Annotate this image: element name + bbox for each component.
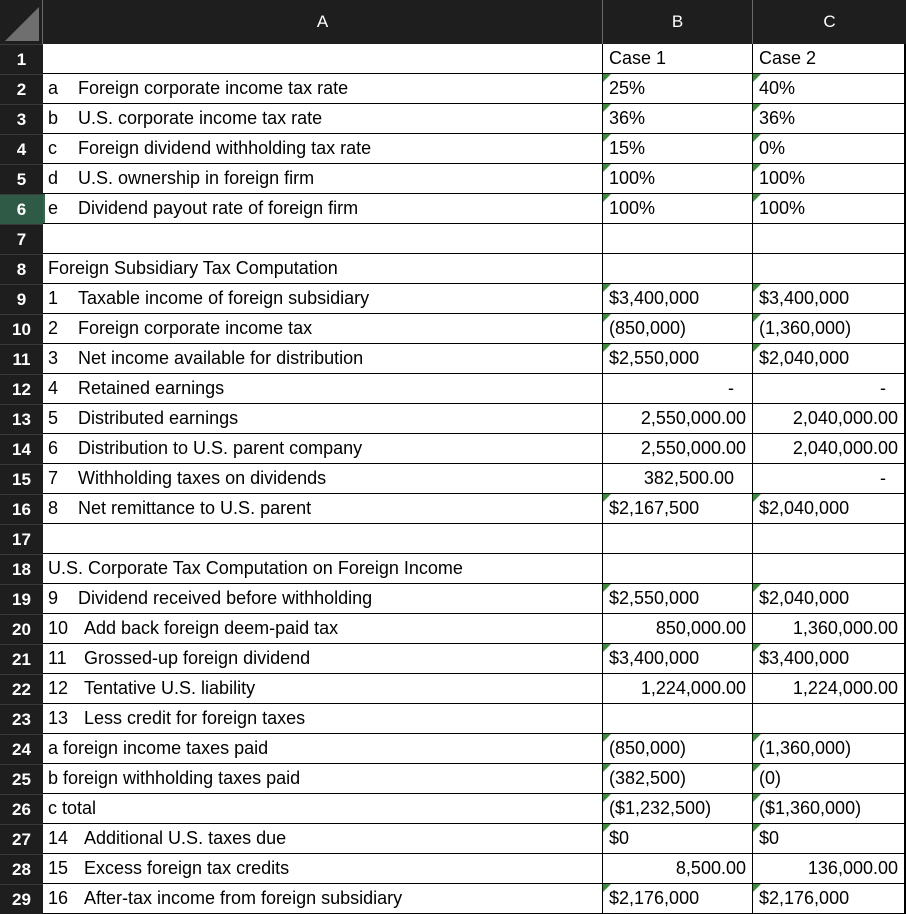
cell-c[interactable] <box>753 464 906 494</box>
note-indicator-icon <box>603 164 611 172</box>
cell-value: (1,360,000) <box>759 738 852 758</box>
cell-c[interactable] <box>753 794 906 824</box>
cell-c[interactable] <box>753 674 906 704</box>
item-key: 16 <box>48 888 69 908</box>
item-key: 5 <box>48 408 59 428</box>
item-label: Foreign Subsidiary Tax Computation <box>48 258 338 278</box>
item-label: Distributed earnings <box>78 408 239 428</box>
column-header-c[interactable]: C <box>753 0 906 44</box>
cell-value: $2,167,500 <box>609 498 700 518</box>
cell-value: $2,550,000 <box>609 588 700 608</box>
table-row <box>0 734 906 764</box>
cell-a[interactable] <box>43 584 603 614</box>
row-header[interactable]: 12 <box>0 374 43 404</box>
table-row <box>0 824 906 854</box>
column-header-b[interactable]: B <box>603 0 753 44</box>
row-header[interactable]: 21 <box>0 644 43 674</box>
item-key: 13 <box>48 708 69 728</box>
cell-value: Case 2 <box>759 48 817 68</box>
row-header[interactable]: 9 <box>0 284 43 314</box>
cell-a[interactable] <box>43 494 603 524</box>
item-key: c <box>48 138 57 158</box>
cell-value: 25% <box>609 78 646 98</box>
cell-c[interactable] <box>753 374 906 404</box>
cell-a[interactable] <box>43 464 603 494</box>
cell-c[interactable] <box>753 734 906 764</box>
note-indicator-icon <box>753 164 761 172</box>
grid-body <box>0 44 906 914</box>
cell-b[interactable] <box>603 134 753 164</box>
cell-b[interactable] <box>603 104 753 134</box>
cell-value: 100% <box>759 198 806 218</box>
cell-b[interactable] <box>603 164 753 194</box>
cell-value: 100% <box>609 198 656 218</box>
note-indicator-icon <box>603 284 611 292</box>
cell-value: 8,500.00 <box>675 858 746 878</box>
cell-c[interactable] <box>753 134 906 164</box>
table-row <box>0 494 906 524</box>
note-indicator-icon <box>753 764 761 772</box>
cell-a[interactable] <box>43 344 603 374</box>
item-key: a <box>48 78 59 98</box>
cell-value: $0 <box>609 828 630 848</box>
note-indicator-icon <box>603 344 611 352</box>
note-indicator-icon <box>753 734 761 742</box>
item-key: b <box>48 108 59 128</box>
cell-a[interactable] <box>43 194 603 224</box>
cell-b[interactable] <box>603 374 753 404</box>
cell-value: $2,176,000 <box>609 888 700 908</box>
item-key: 2 <box>48 318 59 338</box>
cell-b[interactable] <box>603 824 753 854</box>
cell-a[interactable] <box>43 644 603 674</box>
table-row <box>0 254 906 284</box>
cell-value: $3,400,000 <box>609 288 700 308</box>
cell-value: $2,040,000 <box>759 588 850 608</box>
table-row <box>0 584 906 614</box>
cell-c[interactable] <box>753 704 906 734</box>
cell-a[interactable] <box>43 284 603 314</box>
cell-b[interactable] <box>603 704 753 734</box>
cell-c[interactable] <box>753 854 906 884</box>
cell-b[interactable] <box>603 734 753 764</box>
cell-a[interactable] <box>43 434 603 464</box>
note-indicator-icon <box>753 794 761 802</box>
row-header[interactable]: 28 <box>0 854 43 884</box>
note-indicator-icon <box>753 824 761 832</box>
cell-c[interactable] <box>753 314 906 344</box>
cell-a[interactable] <box>43 854 603 884</box>
item-key: d <box>48 168 59 188</box>
note-indicator-icon <box>753 74 761 82</box>
cell-value: (1,360,000) <box>759 318 852 338</box>
note-indicator-icon <box>753 344 761 352</box>
item-key: 15 <box>48 858 69 878</box>
cell-value: (850,000) <box>609 318 687 338</box>
table-row <box>0 194 906 224</box>
cell-b[interactable] <box>603 524 753 554</box>
note-indicator-icon <box>753 314 761 322</box>
row-header[interactable]: 27 <box>0 824 43 854</box>
note-indicator-icon <box>603 794 611 802</box>
cell-a[interactable] <box>43 254 603 284</box>
row-header[interactable]: 23 <box>0 704 43 734</box>
item-label: Grossed-up foreign dividend <box>84 648 311 668</box>
cell-value: (0) <box>759 768 781 788</box>
note-indicator-icon <box>603 884 611 892</box>
item-key: 8 <box>48 498 59 518</box>
cell-value: 0% <box>759 138 786 158</box>
note-indicator-icon <box>603 134 611 142</box>
row-header[interactable]: 24 <box>0 734 43 764</box>
cell-b[interactable] <box>603 224 753 254</box>
cell-a[interactable] <box>43 74 603 104</box>
table-row <box>0 884 906 914</box>
table-row <box>0 104 906 134</box>
table-row <box>0 164 906 194</box>
item-key: 4 <box>48 378 59 398</box>
note-indicator-icon <box>753 134 761 142</box>
cell-a[interactable] <box>43 44 603 74</box>
cell-b[interactable] <box>603 494 753 524</box>
row-header[interactable]: 6 <box>0 194 43 224</box>
cell-a[interactable] <box>43 884 603 914</box>
cell-b[interactable] <box>603 254 753 284</box>
cell-b[interactable] <box>603 314 753 344</box>
item-label: Excess foreign tax credits <box>84 858 290 878</box>
cell-a[interactable] <box>43 314 603 344</box>
cell-a[interactable] <box>43 704 603 734</box>
item-label: Withholding taxes on dividends <box>78 468 327 488</box>
table-row <box>0 704 906 734</box>
cell-b[interactable] <box>603 464 753 494</box>
cell-value: 2,040,000.00 <box>792 438 898 458</box>
item-label: Retained earnings <box>78 378 225 398</box>
cell-value: $2,040,000 <box>759 348 850 368</box>
cell-c[interactable] <box>753 254 906 284</box>
cell-value: $0 <box>759 828 780 848</box>
table-row <box>0 524 906 554</box>
cell-a[interactable] <box>43 824 603 854</box>
cell-value: 36% <box>759 108 796 128</box>
cell-value: $2,550,000 <box>609 348 700 368</box>
cell-value: ($1,232,500) <box>609 798 712 818</box>
cell-b[interactable] <box>603 614 753 644</box>
cell-a[interactable] <box>43 794 603 824</box>
item-key: 9 <box>48 588 59 608</box>
table-row <box>0 434 906 464</box>
row-header[interactable]: 26 <box>0 794 43 824</box>
note-indicator-icon <box>753 284 761 292</box>
table-row <box>0 374 906 404</box>
row-header[interactable]: 2 <box>0 74 43 104</box>
cell-value: $3,400,000 <box>609 648 700 668</box>
note-indicator-icon <box>603 584 611 592</box>
row-header[interactable]: 4 <box>0 134 43 164</box>
cell-value: $2,040,000 <box>759 498 850 518</box>
item-label: Taxable income of foreign subsidiary <box>78 288 370 308</box>
note-indicator-icon <box>603 494 611 502</box>
item-key: 1 <box>48 288 59 308</box>
cell-c[interactable] <box>753 434 906 464</box>
table-row <box>0 554 906 584</box>
note-indicator-icon <box>603 644 611 652</box>
item-label: Foreign dividend withholding tax rate <box>78 138 372 158</box>
table-row <box>0 134 906 164</box>
cell-b[interactable] <box>603 434 753 464</box>
item-key: 3 <box>48 348 59 368</box>
note-indicator-icon <box>753 104 761 112</box>
cell-c[interactable] <box>753 554 906 584</box>
item-label: Net remittance to U.S. parent <box>78 498 312 518</box>
cell-value: 40% <box>759 78 796 98</box>
cell-value: $2,176,000 <box>759 888 850 908</box>
cell-b[interactable] <box>603 584 753 614</box>
cell-value: 1,224,000.00 <box>640 678 746 698</box>
item-key: 12 <box>48 678 69 698</box>
column-header-a[interactable]: A <box>43 0 603 44</box>
table-row <box>0 794 906 824</box>
item-label: Foreign corporate income tax <box>78 318 313 338</box>
cell-b[interactable] <box>603 794 753 824</box>
cell-b[interactable] <box>603 194 753 224</box>
row-header[interactable]: 10 <box>0 314 43 344</box>
cell-value: - <box>880 378 886 398</box>
note-indicator-icon <box>603 74 611 82</box>
item-label: a foreign income taxes paid <box>48 738 269 758</box>
cell-a[interactable] <box>43 164 603 194</box>
cell-a[interactable] <box>43 374 603 404</box>
cell-c[interactable] <box>753 224 906 254</box>
cell-value: 15% <box>609 138 646 158</box>
table-row <box>0 314 906 344</box>
item-label: c total <box>48 798 97 818</box>
cell-c[interactable] <box>753 404 906 434</box>
item-label: U.S. Corporate Tax Computation on Foreign Income <box>48 558 463 578</box>
note-indicator-icon <box>603 194 611 202</box>
item-label: Distribution to U.S. parent company <box>78 438 363 458</box>
cell-a[interactable] <box>43 734 603 764</box>
cell-b[interactable] <box>603 404 753 434</box>
cell-value: $3,400,000 <box>759 648 850 668</box>
table-row <box>0 764 906 794</box>
item-label: Less credit for foreign taxes <box>84 708 306 728</box>
cell-value: 136,000.00 <box>807 858 898 878</box>
table-row <box>0 404 906 434</box>
item-key: 6 <box>48 438 59 458</box>
row-header[interactable]: 20 <box>0 614 43 644</box>
cell-a[interactable] <box>43 764 603 794</box>
note-indicator-icon <box>753 644 761 652</box>
row-header[interactable]: 14 <box>0 434 43 464</box>
item-label: b foreign withholding taxes paid <box>48 768 301 788</box>
note-indicator-icon <box>603 734 611 742</box>
cell-value: 36% <box>609 108 646 128</box>
cell-c[interactable] <box>753 284 906 314</box>
cell-b[interactable] <box>603 884 753 914</box>
cell-value: - <box>728 378 734 398</box>
cell-c[interactable] <box>753 494 906 524</box>
cell-a[interactable] <box>43 404 603 434</box>
row-header[interactable]: 17 <box>0 524 43 554</box>
row-header[interactable]: 25 <box>0 764 43 794</box>
cell-b[interactable] <box>603 764 753 794</box>
row-header[interactable]: 11 <box>0 344 43 374</box>
table-row <box>0 464 906 494</box>
cell-c[interactable] <box>753 104 906 134</box>
cell-value: 1,360,000.00 <box>792 618 898 638</box>
cell-value: ($1,360,000) <box>759 798 862 818</box>
row-header[interactable]: 3 <box>0 104 43 134</box>
cell-c[interactable] <box>753 614 906 644</box>
row-header[interactable]: 22 <box>0 674 43 704</box>
item-label: Add back foreign deem-paid tax <box>84 618 339 638</box>
cell-a[interactable] <box>43 614 603 644</box>
cell-value: 2,040,000.00 <box>792 408 898 428</box>
item-key: e <box>48 198 59 218</box>
item-label: Net income available for distribution <box>78 348 364 368</box>
row-header[interactable]: 29 <box>0 884 43 914</box>
item-key: 11 <box>48 648 67 668</box>
cell-value: $3,400,000 <box>759 288 850 308</box>
item-label: Dividend received before withholding <box>78 588 373 608</box>
cell-b[interactable] <box>603 74 753 104</box>
cell-c[interactable] <box>753 764 906 794</box>
item-label: Tentative U.S. liability <box>84 678 256 698</box>
cell-c[interactable] <box>753 344 906 374</box>
cell-a[interactable] <box>43 134 603 164</box>
cell-a[interactable] <box>43 554 603 584</box>
row-header[interactable]: 16 <box>0 494 43 524</box>
table-row <box>0 674 906 704</box>
cell-b[interactable] <box>603 344 753 374</box>
cell-c[interactable] <box>753 584 906 614</box>
cell-c[interactable] <box>753 164 906 194</box>
item-label: After-tax income from foreign subsidiary <box>84 888 403 908</box>
note-indicator-icon <box>753 194 761 202</box>
note-indicator-icon <box>603 314 611 322</box>
cell-b[interactable] <box>603 284 753 314</box>
cell-value: 850,000.00 <box>655 618 746 638</box>
cell-value: 2,550,000.00 <box>640 408 746 428</box>
select-all-corner[interactable] <box>0 0 43 44</box>
item-label: Dividend payout rate of foreign firm <box>78 198 359 218</box>
cell-b[interactable] <box>603 44 753 74</box>
cell-value: 100% <box>759 168 806 188</box>
table-row <box>0 614 906 644</box>
cell-c[interactable] <box>753 194 906 224</box>
cell-value: 100% <box>609 168 656 188</box>
table-row <box>0 854 906 884</box>
item-key: 10 <box>48 618 69 638</box>
row-header[interactable]: 8 <box>0 254 43 284</box>
item-label: Additional U.S. taxes due <box>84 828 287 848</box>
cell-value: - <box>880 468 886 488</box>
cell-c[interactable] <box>753 644 906 674</box>
select-all-triangle-icon <box>5 7 39 41</box>
table-row <box>0 644 906 674</box>
note-indicator-icon <box>603 764 611 772</box>
cell-c[interactable] <box>753 824 906 854</box>
cell-b[interactable] <box>603 644 753 674</box>
item-label: Foreign corporate income tax rate <box>78 78 349 98</box>
note-indicator-icon <box>603 824 611 832</box>
cell-value: 2,550,000.00 <box>640 438 746 458</box>
note-indicator-icon <box>753 884 761 892</box>
item-label: U.S. corporate income tax rate <box>78 108 323 128</box>
cell-c[interactable] <box>753 74 906 104</box>
cell-a[interactable] <box>43 524 603 554</box>
cell-value: 1,224,000.00 <box>792 678 898 698</box>
row-header[interactable]: 7 <box>0 224 43 254</box>
item-label: U.S. ownership in foreign firm <box>78 168 315 188</box>
row-header[interactable]: 19 <box>0 584 43 614</box>
cell-b[interactable] <box>603 674 753 704</box>
table-row <box>0 74 906 104</box>
table-row <box>0 344 906 374</box>
note-indicator-icon <box>753 584 761 592</box>
cell-a[interactable] <box>43 674 603 704</box>
item-key: 14 <box>48 828 69 848</box>
cell-b[interactable] <box>603 854 753 884</box>
cell-value: Case 1 <box>609 48 667 68</box>
row-header[interactable]: 15 <box>0 464 43 494</box>
table-row <box>0 284 906 314</box>
row-header[interactable]: 1 <box>0 44 43 74</box>
cell-b[interactable] <box>603 554 753 584</box>
note-indicator-icon <box>603 104 611 112</box>
cell-c[interactable] <box>753 44 906 74</box>
row-header[interactable]: 5 <box>0 164 43 194</box>
item-key: 7 <box>48 468 59 488</box>
cell-a[interactable] <box>43 224 603 254</box>
table-row <box>0 224 906 254</box>
column-header-row <box>0 0 906 44</box>
cell-value: 382,500.00 <box>643 468 734 488</box>
table-row <box>0 44 906 74</box>
row-header[interactable]: 18 <box>0 554 43 584</box>
row-header[interactable]: 13 <box>0 404 43 434</box>
cell-c[interactable] <box>753 884 906 914</box>
cell-value: (382,500) <box>609 768 687 788</box>
cell-a[interactable] <box>43 104 603 134</box>
note-indicator-icon <box>753 494 761 502</box>
cell-c[interactable] <box>753 524 906 554</box>
cell-value: (850,000) <box>609 738 687 758</box>
